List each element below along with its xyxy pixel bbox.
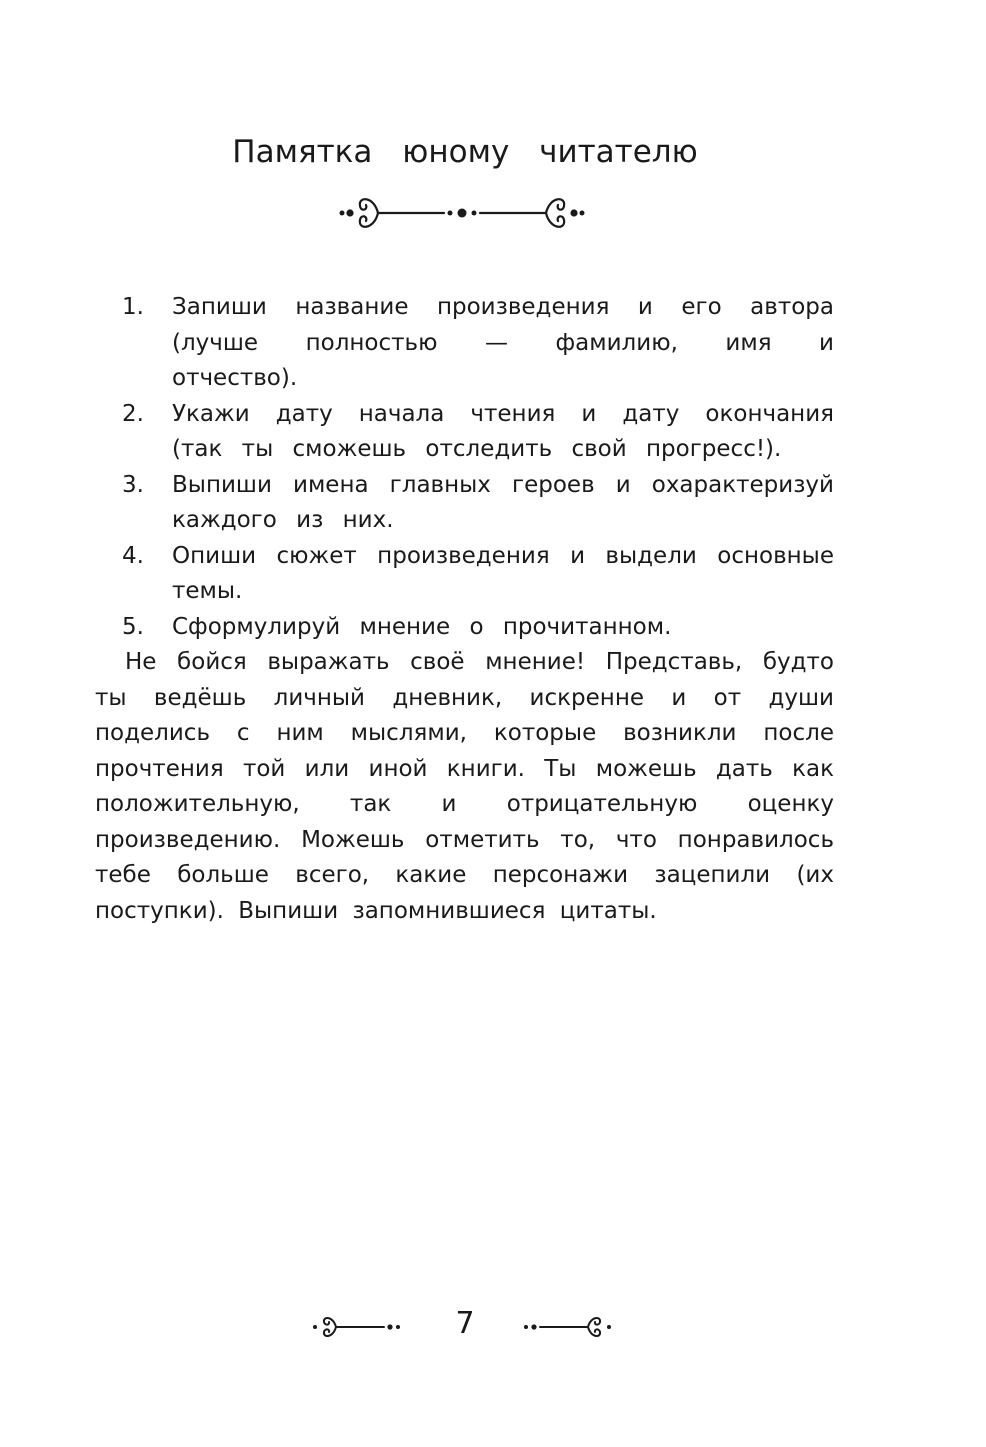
list-item-number: 1. [122, 294, 144, 320]
list-item-text: Укажи дату начала чтения и дату окончания (так ты сможешь отследить свой прогресс!). [172, 400, 834, 462]
list-item-number: 5. [122, 613, 144, 640]
scroll-flourish-icon [312, 1312, 402, 1342]
scroll-flourish-icon [522, 1312, 612, 1342]
list-item-text: Опиши сюжет произведения и выдели основные темы. [172, 542, 834, 604]
list-item-text: Выпиши имена главных героев и охарактеризуй каждого из них. [172, 471, 834, 533]
page-number: 7 [455, 1306, 475, 1341]
list-item-number: 3. [122, 471, 144, 498]
page-footer [0, 1300, 986, 1360]
instructions-list [122, 290, 834, 645]
list-item [122, 468, 834, 539]
list-item-number: 2. [122, 400, 144, 427]
advice-paragraph: Не бойся выражать своё мнение! Представь, будто ты ведёшь личный дневник, искренне и от души поделись с ним мыслями, которые возникли после прочтения той или иной книги. Ты можешь дать как положительную, так и отрицательную оценку произведению. Можешь отметить то, что понравилось тебе больше всего, какие персонажи зацепили (их поступки). Выпиши запомнившиеся цитаты. [95, 649, 834, 924]
list-item-text: Запиши название произведения и его автора (лучше полностью — фамилию, имя и отчество). [172, 294, 834, 391]
list-item-number: 4. [122, 542, 144, 569]
list-item [122, 539, 834, 610]
scroll-divider-icon [336, 188, 588, 238]
page-title: Памятка юному читателю [232, 134, 698, 170]
list-item [122, 610, 834, 646]
list-item-text: Сформулируй мнение о прочитанном. [172, 613, 672, 640]
list-item [122, 397, 834, 468]
list-item [122, 290, 834, 397]
